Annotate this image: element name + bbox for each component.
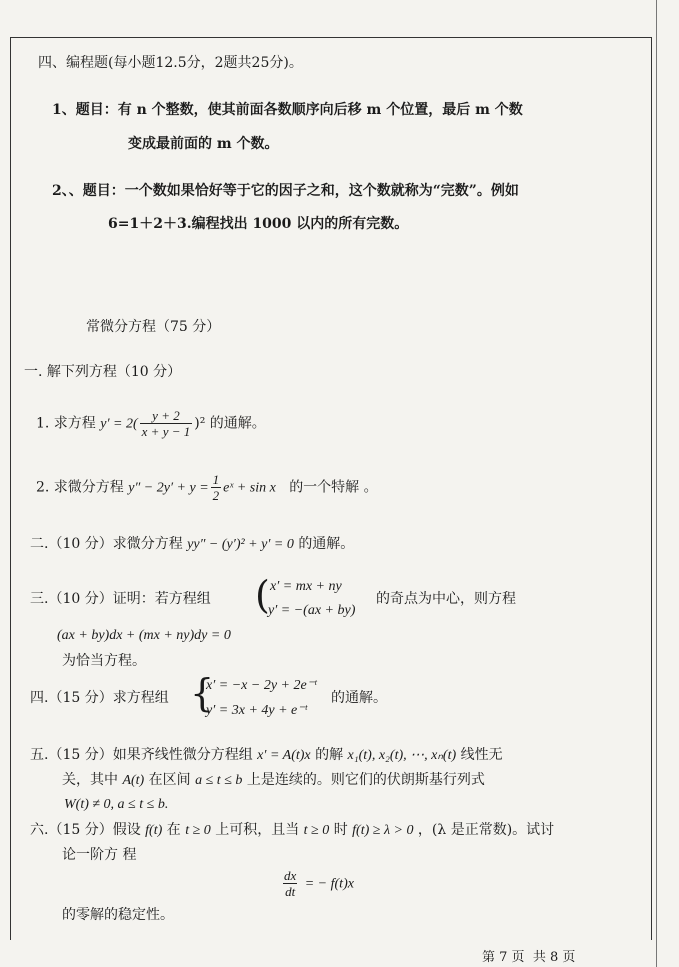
system-brace: { (190, 671, 215, 715)
fraction: $\frac{dx}{dt}$ (284, 868, 297, 899)
p3-equation: (ax + by)dx + (mx + ny)dy = 0 (57, 628, 231, 643)
problem-1-q1: 1. 求方程 y′ = 2( $\frac{y + 2}{x + y - 1}$ )² 的通解。 (36, 408, 266, 439)
problem-6-line2: 论一阶方 程 (62, 847, 137, 863)
page-edge-line (656, 0, 657, 967)
problem-5-line1: 五.（15 分）如果齐线性微分方程组 x′ = A(t)x 的解 x₁(t), x₂(t), ⋯, xₙ(t) 线性无 (30, 747, 503, 763)
problem-6-end: 的零解的稳定性。 (62, 907, 174, 923)
problem-5-line3: W(t) ≠ 0, a ≤ t ≤ b. (64, 797, 169, 812)
programming-heading: 四、编程题(每小题12.5分，2题共25分)。 (38, 55, 303, 71)
problem-2: 二.（10 分）求微分方程 yy″ − (y′)² + y′ = 0 的通解。 (30, 536, 355, 552)
p3-system-eq2: y′ = −(ax + by) (268, 603, 356, 618)
system-brace: ( (255, 573, 270, 617)
ode-section-title: 常微分方程（75 分） (86, 319, 221, 335)
prog-q2-line2: 6=1＋2＋3.编程找出 1000 以内的所有完数。 (108, 216, 409, 232)
problem-1-heading: 一. 解下列方程（10 分） (24, 364, 182, 380)
problem-6-equation: $\frac{dx}{dt}$ = − f(t)x (284, 868, 354, 899)
p4-system-eq1: x′ = −x − 2y + 2e⁻ᵗ (206, 678, 317, 693)
fraction: $\frac{1}{2}$ (212, 472, 220, 503)
problem-4-label: 四.（15 分）求方程组 (30, 690, 169, 706)
fraction: $\frac{y + 2}{x + y - 1}$ (141, 408, 191, 439)
page-footer (482, 946, 575, 965)
problem-5-line2: 关，其中 A(t) 在区间 a ≤ t ≤ b 上是连续的。则它们的伏朗斯基行列式 (62, 772, 485, 788)
problem-3-line1: 三.（10 分）证明：若方程组 (30, 591, 211, 607)
prog-q1-line2: 变成最前面的 m 个数。 (128, 136, 279, 152)
prog-q2-line1: 2、、题目：一个数如果恰好等于它的因子之和，这个数就称为“完数”。例如 (52, 183, 519, 199)
p4-suffix: 的通解。 (331, 690, 387, 706)
problem-6-line1: 六.（15 分）假设 f(t) 在 t ≥ 0 上可积，且当 t ≥ 0 时 f(t) ≥ λ > 0 ，(λ 是正常数)。试讨 (30, 822, 555, 838)
p4-system-eq2: y′ = 3x + 4y + e⁻ᵗ (206, 703, 308, 718)
page-total: 共 8 页 (532, 950, 576, 965)
p3-suffix: 的奇点为中心，则方程 (376, 591, 516, 607)
p3-end: 为恰当方程。 (62, 653, 146, 669)
problem-1-q2: 2. 求微分方程 y″ − 2y′ + y = $\frac{1}{2}$ eˣ + sin x 的一个特解 。 (36, 472, 378, 503)
p3-system-eq1: x′ = mx + ny (270, 579, 342, 594)
prog-q1-line1: 1、题目：有 n 个整数，使其前面各数顺序向后移 m 个位置，最后 m 个数 (52, 102, 523, 118)
page-number: 第 7 页 (482, 950, 525, 965)
